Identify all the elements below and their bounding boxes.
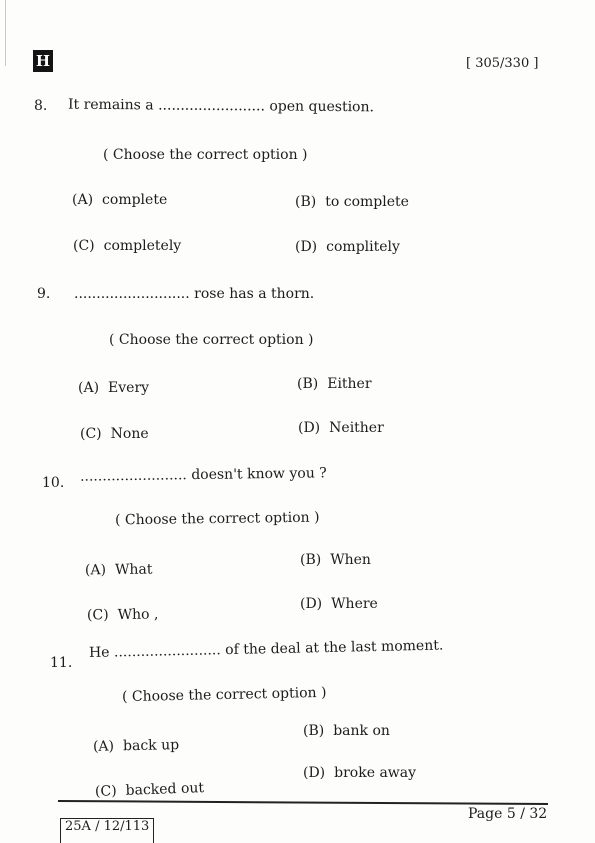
- question-text: [89, 638, 444, 661]
- instruction: ( Choose the correct option ): [121, 684, 327, 706]
- option-d: (D) Neither: [298, 420, 384, 436]
- margin-line: [5, 0, 6, 66]
- option-c: (C) backed out: [94, 780, 205, 800]
- option-a: (A) complete: [72, 192, 168, 208]
- answer-blank: ........................: [79, 467, 187, 485]
- option-b: (B) bank on: [303, 723, 390, 739]
- question-number: 10.: [42, 475, 65, 491]
- page-number: Page 5 / 32: [468, 806, 548, 822]
- booklet-code: 25A / 12/113: [60, 818, 154, 843]
- series-badge: H: [33, 50, 53, 72]
- option-a: (A) Every: [78, 380, 150, 396]
- option-d: (D) complitely: [295, 239, 400, 255]
- paper-code: [ 305/330 ]: [466, 56, 539, 71]
- question-text: [68, 97, 374, 116]
- footer-rule: [58, 800, 548, 804]
- option-a: (A) back up: [92, 737, 180, 755]
- question-post: of the deal at the last moment.: [225, 637, 444, 659]
- option-b: (B) When: [300, 552, 371, 568]
- option-a: (A) What: [84, 561, 153, 579]
- instruction: ( Choose the correct option ): [109, 332, 314, 348]
- option-d: (D) Where: [300, 596, 378, 612]
- question-post: doesn't know you ?: [191, 465, 327, 484]
- option-b: (B) to complete: [295, 194, 409, 210]
- option-c: (C) None: [80, 426, 149, 442]
- option-c: (C) Who ,: [86, 606, 159, 624]
- question-pre: It remains a: [67, 96, 154, 114]
- question-number: 9.: [37, 286, 51, 302]
- question-number: 11.: [50, 655, 73, 671]
- instruction: ( Choose the correct option ): [103, 147, 308, 163]
- question-text: [74, 286, 314, 302]
- option-b: (B) Either: [297, 376, 372, 392]
- question-pre: He: [88, 644, 110, 661]
- answer-blank: ........................: [113, 642, 221, 661]
- question-post: open question.: [269, 98, 375, 116]
- instruction: ( Choose the correct option ): [114, 509, 320, 529]
- answer-blank: ..........................: [74, 286, 190, 302]
- question-number: 8.: [34, 98, 48, 114]
- option-d: (D) broke away: [303, 765, 417, 781]
- question-post: rose has a thorn.: [194, 286, 315, 302]
- answer-blank: ........................: [158, 97, 266, 115]
- option-c: (C) completely: [73, 238, 182, 254]
- question-text: [80, 465, 327, 484]
